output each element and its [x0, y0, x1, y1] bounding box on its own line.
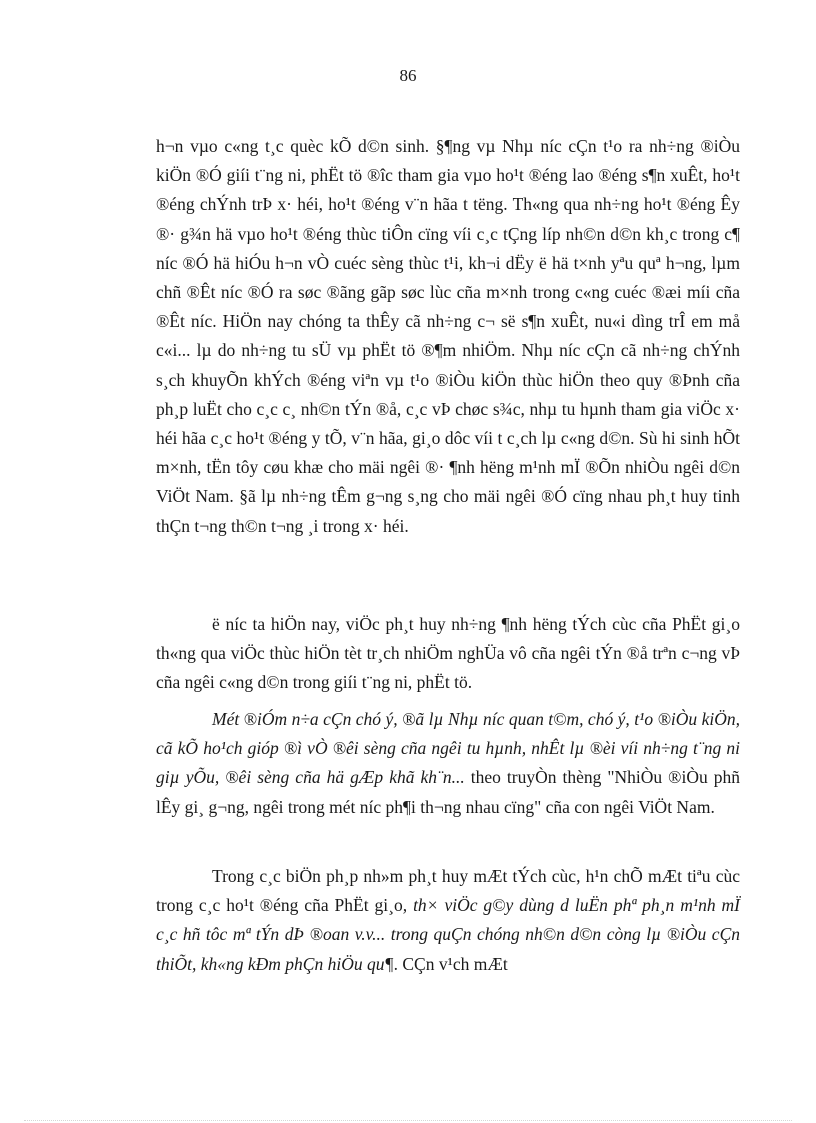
text-segment: h¬n vµo c«ng t¸c quèc kÕ d©n sinh. §¶ng vµ Nhµ níc cÇn t¹o ra nh÷ng ®iÒu kiÖn ®Ó giíi t¨ng ni, phËt tö ®îc tham gia vµo ho¹t ®éng lao ®éng s¶n xuÊt, ho¹t ®éng chÝnh trÞ x· héi, ho¹t ®éng v¨n hãa t tëng. Th«ng qua nh÷ng ho¹t ®éng Êy ®· g¾n hä vµo ho¹t ®éng thùc tiÔn cïng víi c¸c tÇng líp nh©n d©n kh¸c trong c¶ níc ®Ó hä hiÓu h¬n vÒ cuéc sèng thùc t¹i, kh¬i dËy ë hä t×nh yªu quª h¬ng, lµm chñ ®Êt níc ®Ó ra søc ®ãng gãp søc lùc cña m×nh trong c«ng cuéc ®æi míi cña ®Êt níc. HiÖn nay chóng ta thÊy cã nh÷ng c¬ së s¶n xuÊt, nu«i dìng trÎ em må c«i... lµ do nh÷ng tu sÜ vµ phËt tö ®¶m nhiÖm. Nhµ níc cÇn cã nh÷ng chÝnh s¸ch khuyÕn khÝch ®éng viªn vµ t¹o ®iÒu kiÖn thùc hiÖn theo quy ®Þnh cña ph¸p luËt cho c¸c c¸ nh©n tÝn ®å, c¸c vÞ chøc s¾c, nhµ tu hµnh tham gia viÖc x· héi hãa c¸c ho¹t ®éng y tÕ, v¨n hãa, gi¸o dôc víi t c¸ch lµ c«ng d©n. Sù hi sinh hÕt m×nh, tËn tôy cøu khæ cho mäi ngêi ®· ¶nh hëng m¹nh mÏ ®Õn nhiÒu ngêi d©n ViÖt Nam. §ã lµ nh÷ng tÊm g¬ng s¸ng cho mäi ngêi ®Ó cïng nhau ph¸t huy tinh thÇn t¬ng th©n t¬ng ¸i trong x· héi.: [156, 136, 740, 536]
body-paragraph-2: [156, 610, 740, 698]
text-segment: theo truyÒn thèng "NhiÒu ®iÒu phñ lÊy gi¸ g¬ng, ngêi trong mét níc ph¶i th¬ng nhau cïng" cña con ngêi ViÖt Nam.: [156, 767, 741, 817]
italic-text-segment: Mét ®iÓm n÷a cÇn chó ý, ®ã lµ Nhµ níc quan t©m, chó ý, t¹o ®iÒu kiÖn, cã kÕ ho¹ch gióp ®ì vÒ ®êi sèng cña ngêi tu hµnh, nhÊt lµ ®èi víi nh÷ng t¨ng ni giµ yÕu, ®êi sèng cña hä gÆp khã kh¨n...: [156, 709, 740, 788]
page-number: 86: [399, 66, 417, 85]
paragraph-text: [156, 862, 740, 979]
paragraph-text: [156, 610, 740, 698]
page-bottom-rule: [24, 1120, 792, 1121]
paragraph-text: [156, 132, 740, 541]
italic-text-segment: , th× viÖc g©y dùng d luËn phª ph¸n m¹nh mÏ c¸c hñ tôc mª tÝn dÞ ®oan v.v... trong quÇn chóng nh©n d©n còng lµ ®iÒu cÇn thiÕt, kh«ng kÐm phÇn hiÖu qu¶: [156, 895, 741, 974]
text-segment: . CÇn v¹ch mÆt: [393, 953, 508, 974]
text-segment: ë níc ta hiÖn nay, viÖc ph¸t huy nh÷ng ¶nh hëng tÝch cùc cña PhËt gi¸o th«ng qua viÖc thùc hiÖn tèt tr¸ch nhiÖm nghÜa vô cña ngêi tÝn ®å trªn c¬ng vÞ cña ngêi c«ng d©n trong giíi t¨ng ni, phËt tö.: [156, 614, 740, 693]
body-paragraph-1: [156, 132, 740, 541]
body-paragraph-4: [156, 862, 740, 979]
text-segment: Trong c¸c biÖn ph¸p nh»m ph¸t huy mÆt tÝch cùc, h¹n chÕ mÆt tiªu cùc trong c¸c ho¹t ®éng cña PhËt gi¸o: [156, 866, 740, 916]
paragraph-text: [156, 705, 740, 822]
body-paragraph-3: [156, 705, 740, 822]
